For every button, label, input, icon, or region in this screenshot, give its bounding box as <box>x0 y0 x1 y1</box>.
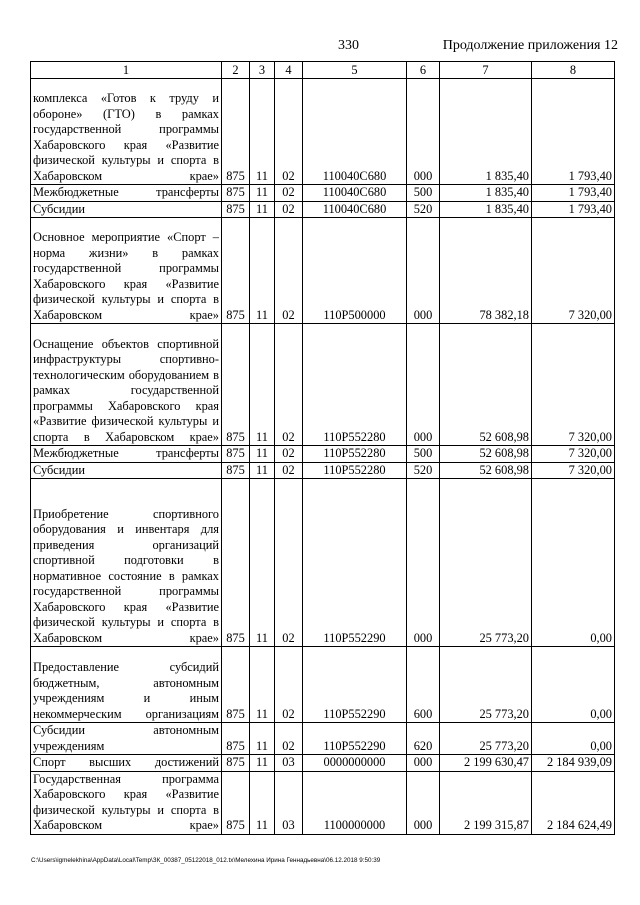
row-ministry-code: 875 <box>222 201 250 218</box>
row-amount-actual: 0,00 <box>532 479 615 647</box>
row-subsection-code: 02 <box>275 324 303 446</box>
row-expense-type: 000 <box>407 79 440 185</box>
row-section-code: 11 <box>250 446 275 463</box>
table-row <box>31 201 615 218</box>
row-description: Основное мероприятие «Спорт – норма жизни» в рамках государственной программы Хабаровского края «Развитие физической культуры и спорта в Хабаровском крае» <box>31 218 222 324</box>
table-row <box>31 723 615 755</box>
row-description: Межбюджетные трансферты <box>31 185 222 202</box>
row-ministry-code: 875 <box>222 479 250 647</box>
row-section-code: 11 <box>250 185 275 202</box>
column-header: 5 <box>303 62 407 79</box>
row-description: Государственная программа Хабаровского края «Развитие физической культуры и спорта в Хабаровском крае» <box>31 771 222 834</box>
row-section-code: 11 <box>250 218 275 324</box>
row-section-code: 11 <box>250 201 275 218</box>
column-header: 4 <box>275 62 303 79</box>
row-section-code: 11 <box>250 647 275 723</box>
row-section-code: 11 <box>250 755 275 772</box>
row-amount-plan: 2 199 630,47 <box>440 755 532 772</box>
row-target-article: 110Р552290 <box>303 479 407 647</box>
row-description: Спорт высших достижений <box>31 755 222 772</box>
row-subsection-code: 02 <box>275 723 303 755</box>
row-amount-actual: 1 793,40 <box>532 79 615 185</box>
row-ministry-code: 875 <box>222 462 250 479</box>
row-expense-type: 000 <box>407 324 440 446</box>
row-section-code: 11 <box>250 723 275 755</box>
row-target-article: 110Р552280 <box>303 462 407 479</box>
row-amount-plan: 52 608,98 <box>440 462 532 479</box>
row-ministry-code: 875 <box>222 647 250 723</box>
row-expense-type: 000 <box>407 755 440 772</box>
row-amount-actual: 7 320,00 <box>532 218 615 324</box>
row-amount-plan: 2 199 315,87 <box>440 771 532 834</box>
row-section-code: 11 <box>250 462 275 479</box>
row-amount-actual: 7 320,00 <box>532 462 615 479</box>
row-subsection-code: 02 <box>275 462 303 479</box>
row-subsection-code: 02 <box>275 446 303 463</box>
row-ministry-code: 875 <box>222 723 250 755</box>
row-target-article: 110040С680 <box>303 79 407 185</box>
row-description: Субсидии автономным учреждениям <box>31 723 222 755</box>
row-ministry-code: 875 <box>222 324 250 446</box>
budget-table <box>30 61 615 835</box>
row-target-article: 110Р552280 <box>303 446 407 463</box>
table-row <box>31 446 615 463</box>
row-description: Предоставление субсидий бюджетным, автономным учреждениям и иным некоммерческим организациям <box>31 647 222 723</box>
row-target-article: 110Р500000 <box>303 218 407 324</box>
row-expense-type: 620 <box>407 723 440 755</box>
row-subsection-code: 02 <box>275 185 303 202</box>
column-header: 6 <box>407 62 440 79</box>
row-section-code: 11 <box>250 771 275 834</box>
row-ministry-code: 875 <box>222 446 250 463</box>
row-description: комплекса «Готов к труду и обороне» (ГТО) в рамках государственной программы Хабаровского края «Развитие физической культуры и спорта в Хабаровском крае» <box>31 79 222 185</box>
row-subsection-code: 02 <box>275 201 303 218</box>
row-amount-plan: 52 608,98 <box>440 324 532 446</box>
row-amount-actual: 1 793,40 <box>532 201 615 218</box>
row-expense-type: 000 <box>407 479 440 647</box>
row-amount-plan: 78 382,18 <box>440 218 532 324</box>
row-ministry-code: 875 <box>222 185 250 202</box>
row-expense-type: 000 <box>407 218 440 324</box>
column-header: 1 <box>31 62 222 79</box>
column-header: 3 <box>250 62 275 79</box>
table-row <box>31 479 615 647</box>
row-amount-plan: 25 773,20 <box>440 647 532 723</box>
row-description: Приобретение спортивного оборудования и инвентаря для приведения организаций спортивной подготовки в нормативное состояние в рамках государственной программы Хабаровского края «Развитие физической культуры и спорта в Хабаровском крае» <box>31 479 222 647</box>
table-row <box>31 324 615 446</box>
row-expense-type: 600 <box>407 647 440 723</box>
table-row <box>31 771 615 834</box>
row-section-code: 11 <box>250 479 275 647</box>
table-row <box>31 647 615 723</box>
row-amount-actual: 2 184 939,09 <box>532 755 615 772</box>
row-amount-actual: 0,00 <box>532 723 615 755</box>
row-amount-plan: 25 773,20 <box>440 723 532 755</box>
row-section-code: 11 <box>250 324 275 446</box>
row-subsection-code: 02 <box>275 218 303 324</box>
row-amount-plan: 25 773,20 <box>440 479 532 647</box>
row-target-article: 1100000000 <box>303 771 407 834</box>
row-ministry-code: 875 <box>222 218 250 324</box>
page-number: 330 <box>338 38 359 53</box>
row-amount-plan: 1 835,40 <box>440 79 532 185</box>
row-subsection-code: 03 <box>275 771 303 834</box>
row-amount-actual: 7 320,00 <box>532 446 615 463</box>
row-expense-type: 500 <box>407 446 440 463</box>
table-row <box>31 79 615 185</box>
row-amount-actual: 0,00 <box>532 647 615 723</box>
table-row <box>31 218 615 324</box>
row-target-article: 110040С680 <box>303 185 407 202</box>
column-header: 8 <box>532 62 615 79</box>
row-amount-plan: 1 835,40 <box>440 185 532 202</box>
row-ministry-code: 875 <box>222 755 250 772</box>
row-expense-type: 520 <box>407 462 440 479</box>
row-amount-actual: 1 793,40 <box>532 185 615 202</box>
row-description: Субсидии <box>31 462 222 479</box>
row-ministry-code: 875 <box>222 79 250 185</box>
row-subsection-code: 02 <box>275 647 303 723</box>
column-header: 2 <box>222 62 250 79</box>
row-ministry-code: 875 <box>222 771 250 834</box>
column-header: 7 <box>440 62 532 79</box>
column-header-row <box>31 62 615 79</box>
row-target-article: 110Р552290 <box>303 647 407 723</box>
row-amount-plan: 52 608,98 <box>440 446 532 463</box>
row-description: Субсидии <box>31 201 222 218</box>
table-row <box>31 185 615 202</box>
row-description: Межбюджетные трансферты <box>31 446 222 463</box>
row-description: Оснащение объектов спортивной инфраструктуры спортивно-технологическим оборудованием в рамках государственной программы Хабаровского края «Развитие физической культуры и спорта в Хабаровском крае» <box>31 324 222 446</box>
row-amount-actual: 2 184 624,49 <box>532 771 615 834</box>
table-row <box>31 755 615 772</box>
row-expense-type: 000 <box>407 771 440 834</box>
row-amount-actual: 7 320,00 <box>532 324 615 446</box>
row-amount-plan: 1 835,40 <box>440 201 532 218</box>
row-target-article: 110Р552290 <box>303 723 407 755</box>
row-subsection-code: 03 <box>275 755 303 772</box>
row-target-article: 0000000000 <box>303 755 407 772</box>
row-section-code: 11 <box>250 79 275 185</box>
row-expense-type: 520 <box>407 201 440 218</box>
row-target-article: 110Р552280 <box>303 324 407 446</box>
row-expense-type: 500 <box>407 185 440 202</box>
row-subsection-code: 02 <box>275 479 303 647</box>
appendix-subtitle: Продолжение приложения 12 <box>442 38 618 53</box>
row-target-article: 110040С680 <box>303 201 407 218</box>
file-path-footer: C:\Users\igmelekhina\AppData\Local\Temp\ЗК_00387_05122018_012.tx\Мелехина Ирина Геннадьевна\06.12.2018 9:50:39 <box>31 857 381 864</box>
row-subsection-code: 02 <box>275 79 303 185</box>
table-row <box>31 462 615 479</box>
